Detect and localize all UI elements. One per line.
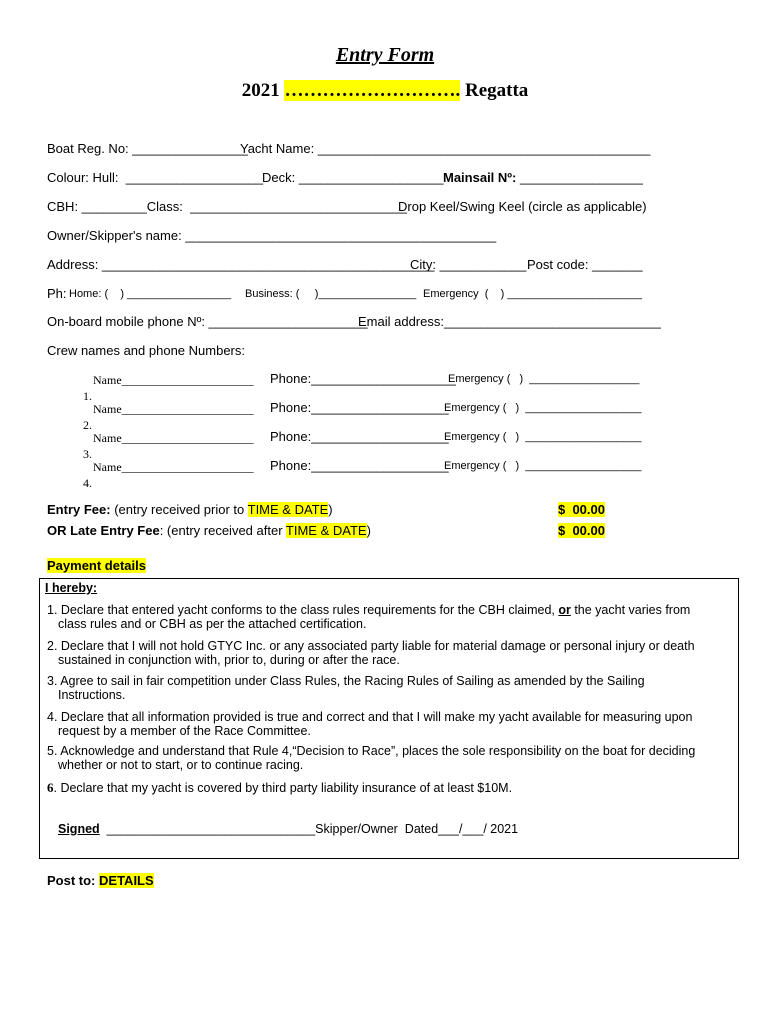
crew-name-field[interactable]: Name______________________ — [93, 373, 254, 387]
crew-heading: Crew names and phone Numbers: — [47, 343, 245, 358]
post-to-details: DETAILS — [99, 873, 154, 888]
signature-blank[interactable]: ______________________________Skipper/Owner Dated___/___/ 2021 — [99, 822, 519, 836]
declaration-1-cont: class rules and or CBH as per the attached certification. — [58, 617, 367, 631]
entry-fee-line — [47, 502, 333, 517]
post-to-line — [47, 873, 154, 888]
entry-fee-amount: $ 00.00 — [558, 502, 605, 517]
late-fee-line — [47, 523, 371, 538]
payment-details-heading: Payment details — [47, 558, 146, 573]
crew-number: 1. — [83, 389, 92, 403]
address-field[interactable]: Address: ______________________________________________ — [47, 257, 435, 272]
late-fee-close: ) — [366, 523, 371, 538]
declaration-3-cont: Instructions. — [58, 688, 126, 702]
business-phone-field[interactable]: Business: ( )________________ — [245, 288, 417, 300]
crew-name-field[interactable]: Name______________________ — [93, 431, 254, 445]
crew-number: 4. — [83, 476, 92, 490]
emergency-phone-field[interactable]: Emergency ( ) ______________________ — [423, 288, 642, 300]
mainsail-field[interactable] — [443, 170, 643, 185]
late-fee-amount: $ 00.00 — [558, 523, 605, 538]
keel-type-field[interactable]: Drop Keel/Swing Keel (circle as applicable) — [398, 199, 647, 214]
regatta-year: 2021 — [241, 80, 280, 101]
phone-label: Ph: — [47, 286, 67, 301]
crew-number: 3. — [83, 447, 92, 461]
regatta-name-blank[interactable]: ………………………. — [284, 80, 461, 101]
late-fee-time: TIME & DATE — [285, 523, 367, 538]
mainsail-label: Mainsail Nº: — [443, 170, 517, 185]
hereby-heading: I hereby: — [45, 581, 98, 595]
mobile-phone-field[interactable]: On-board mobile phone Nº: ______________________ — [47, 314, 368, 329]
email-field[interactable]: Email address:______________________________ — [358, 314, 661, 329]
signature-line[interactable] — [58, 822, 518, 837]
declaration-2-cont: sustained in conjunction with, prior to, during or after the race. — [58, 653, 400, 667]
crew-phone-field[interactable]: Phone:____________________ — [270, 371, 456, 386]
regatta-word: Regatta — [464, 80, 529, 101]
form-title: Entry Form — [335, 44, 435, 66]
owner-skipper-field[interactable]: Owner/Skipper's name: ___________________________________________ — [47, 228, 497, 243]
entry-fee-desc: (entry received prior to — [110, 502, 248, 517]
crew-row-4 — [70, 459, 92, 507]
cbh-class-field[interactable]: CBH: _________Class: ______________________________ — [47, 199, 407, 214]
declaration-4-cont: request by a member of the Race Committee. — [58, 724, 311, 738]
entry-fee-close: ) — [328, 502, 333, 517]
city-field[interactable]: City: ____________ — [410, 257, 527, 272]
declaration-6: 6. Declare that my yacht is covered by third party liability insurance of at least $10M. — [47, 780, 513, 795]
entry-fee-time: TIME & DATE — [247, 502, 329, 517]
declaration-1: 1. Declare that entered yacht conforms to the class rules requirements for the CBH claimed, or the yacht varies from — [47, 603, 691, 617]
late-fee-desc: : (entry received after — [159, 523, 286, 538]
crew-phone-field[interactable]: Phone:___________________ — [270, 400, 449, 415]
postcode-field[interactable]: Post code: _______ — [527, 257, 643, 272]
crew-name-field[interactable]: Name______________________ — [93, 460, 254, 474]
declaration-2: 2. Declare that I will not hold GTYC Inc. or any associated party liable for material damage or personal injury or death — [47, 639, 695, 653]
crew-emergency-field[interactable]: Emergency ( ) __________________ — [448, 373, 640, 385]
entry-fee-label: Entry Fee: — [47, 502, 111, 517]
home-phone-field[interactable]: Home: ( ) _________________ — [69, 288, 232, 300]
yacht-name-field[interactable]: Yacht Name: ______________________________________________ — [240, 141, 651, 156]
declaration-3: 3. Agree to sail in fair competition under Class Rules, the Racing Rules of Sailing as amended by the Sailing — [47, 674, 645, 688]
declaration-4: 4. Declare that all information provided is true and correct and that I will make my yacht available for measuring upon — [47, 710, 693, 724]
regatta-heading — [0, 80, 770, 102]
boat-reg-field[interactable]: Boat Reg. No: ________________ — [47, 141, 248, 156]
colour-hull-field[interactable]: Colour: Hull: ___________________ — [47, 170, 264, 185]
crew-phone-field[interactable]: Phone:___________________ — [270, 458, 449, 473]
post-to-label: Post to: — [47, 873, 96, 888]
crew-emergency-field[interactable]: Emergency ( ) ___________________ — [444, 402, 642, 414]
late-fee-label: OR Late Entry Fee — [47, 523, 160, 538]
deck-field[interactable]: Deck: ____________________ — [262, 170, 444, 185]
mainsail-line[interactable]: _________________ — [516, 170, 643, 185]
crew-name-field[interactable]: Name______________________ — [93, 402, 254, 416]
signed-label: Signed — [58, 822, 100, 836]
declaration-5-cont: whether or not to start, or to continue racing. — [58, 758, 304, 772]
crew-number: 2. — [83, 418, 92, 432]
crew-emergency-field[interactable]: Emergency ( ) ___________________ — [444, 460, 642, 472]
crew-emergency-field[interactable]: Emergency ( ) ___________________ — [444, 431, 642, 443]
declaration-5: 5. Acknowledge and understand that Rule 4,“Decision to Race”, places the sole responsibility on the boat for deciding — [47, 744, 696, 758]
crew-phone-field[interactable]: Phone:___________________ — [270, 429, 449, 444]
